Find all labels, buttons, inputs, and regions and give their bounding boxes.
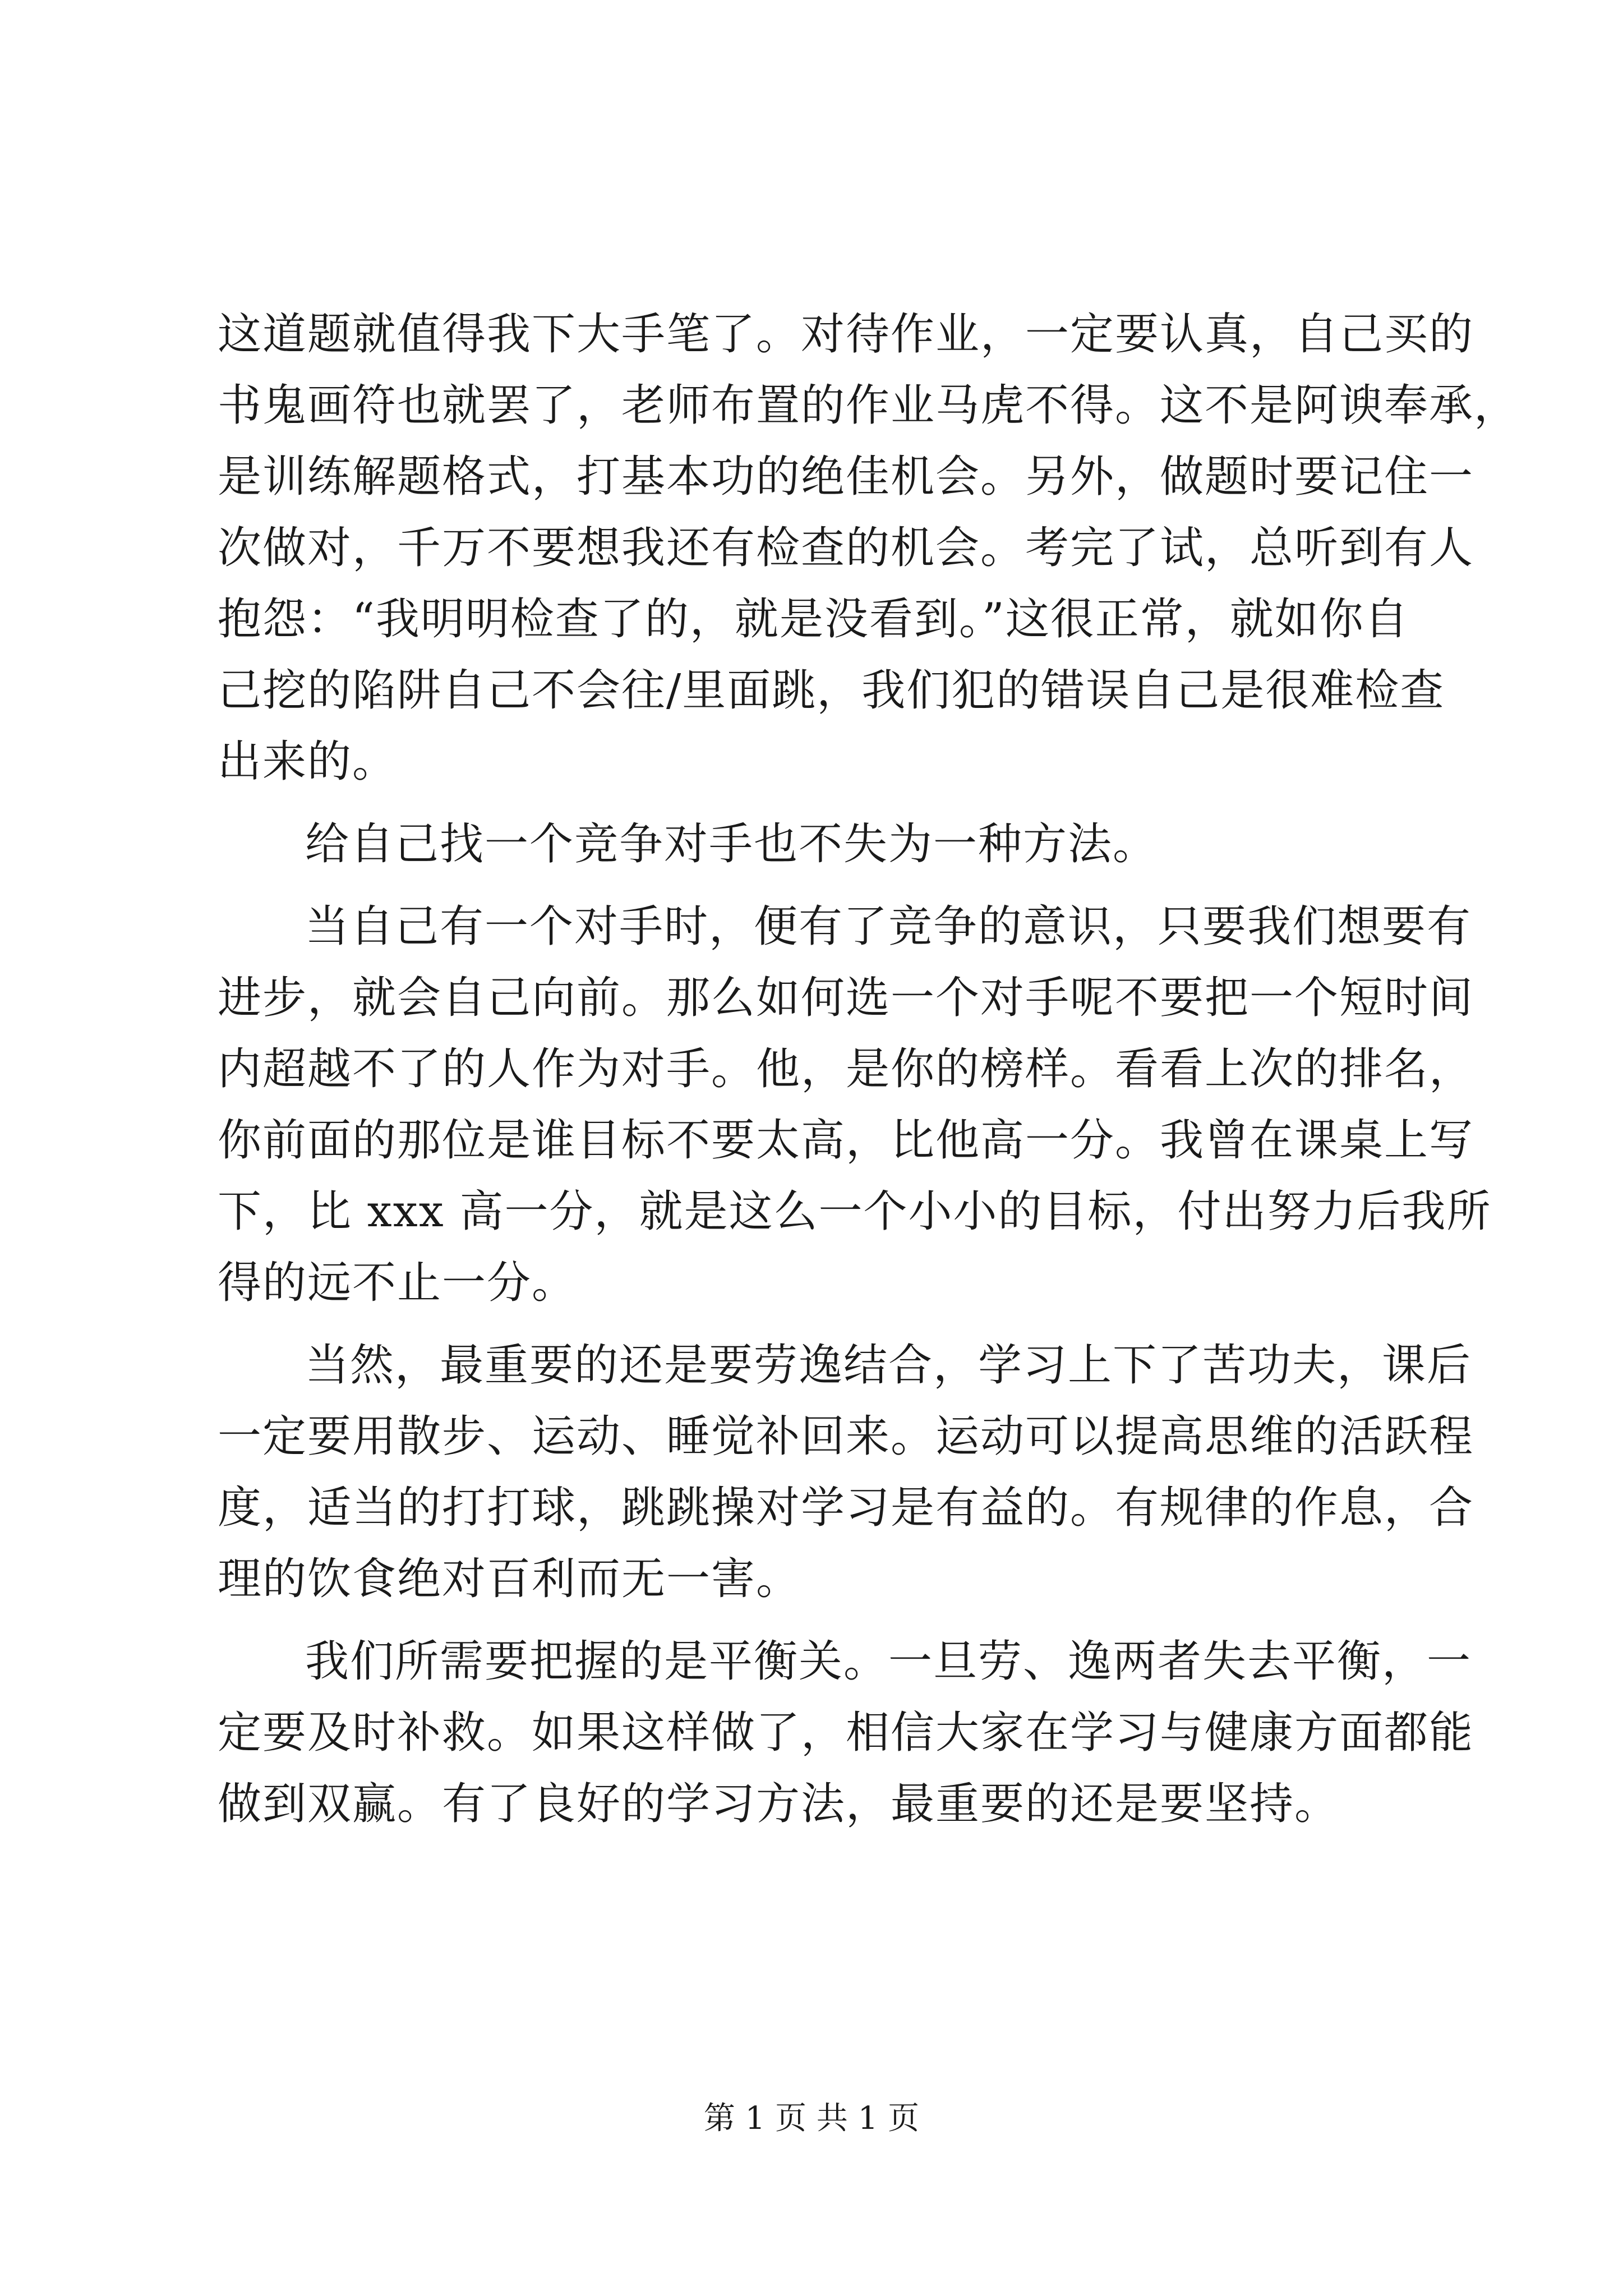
text-line: 下，比 xxx 高一分，就是这么一个小小的目标，付出努力后我所 — [218, 1186, 1492, 1237]
text-line: 当然，最重要的还是要劳逸结合，学习上下了苦功夫，课后 — [305, 1340, 1472, 1391]
page-footer: 第 1 页 共 1 页 — [703, 2100, 920, 2137]
text-line: 内超越不了的人作为对手。他，是你的榜样。看看上次的排名， — [218, 1044, 1474, 1094]
text-line: 我们所需要把握的是平衡关。一旦劳、逸两者失去平衡，一 — [305, 1636, 1472, 1687]
text-line: 得的远不止一分。 — [218, 1258, 577, 1308]
paragraph — [218, 891, 1492, 1319]
text-line: 理的饮食绝对百利而无一害。 — [218, 1554, 801, 1604]
text-line: 一定要用散步、运动、睡觉补回来。运动可以提高思维的活跃程 — [218, 1411, 1474, 1462]
text-line: 做到双赢。有了良好的学习方法，最重要的还是要坚持。 — [218, 1779, 1340, 1829]
paragraph-gap — [218, 1319, 1423, 1330]
text-line: 书鬼画符也就罢了，老师布置的作业马虎不得。这不是阿谀奉承， — [218, 380, 1519, 431]
text-line: 给自己找一个竞争对手也不失为一种方法。 — [305, 819, 1158, 869]
text-line: 当自己有一个对手时，便有了竞争的意识，只要我们想要有 — [305, 901, 1472, 952]
paragraph — [218, 809, 1423, 880]
text-line: 是训练解题格式，打基本功的绝佳机会。另外，做题时要记住一 — [218, 452, 1474, 502]
text-line: 己挖的陷阱自己不会往/里面跳，我们犯的错误自己是很难检查 — [218, 665, 1445, 716]
text-line: 这道题就值得我下大手笔了。对待作业，一定要认真，自己买的 — [218, 309, 1474, 360]
text-line: 你前面的那位是谁目标不要太高，比他高一分。我曾在课桌上写 — [218, 1115, 1474, 1166]
paragraph — [218, 299, 1519, 798]
paragraph-gap — [218, 1615, 1423, 1626]
text-line: 出来的。 — [218, 737, 398, 787]
text-line: 进步，就会自己向前。那么如何选一个对手呢不要把一个短时间 — [218, 973, 1474, 1023]
paragraph-gap — [218, 880, 1423, 891]
document-body — [218, 299, 1519, 1840]
paragraph — [218, 1330, 1474, 1615]
text-line: 抱怨：“我明明检查了的，就是没看到。”这很正常，就如你自 — [218, 594, 1409, 645]
paragraph-gap — [218, 798, 1423, 809]
text-line: 次做对，千万不要想我还有检查的机会。考完了试，总听到有人 — [218, 523, 1474, 573]
text-line: 定要及时补救。如果这样做了，相信大家在学习与健康方面都能 — [218, 1708, 1474, 1758]
text-line: 度，适当的打打球，跳跳操对学习是有益的。有规律的作息，合 — [218, 1483, 1474, 1533]
paragraph — [218, 1626, 1474, 1840]
